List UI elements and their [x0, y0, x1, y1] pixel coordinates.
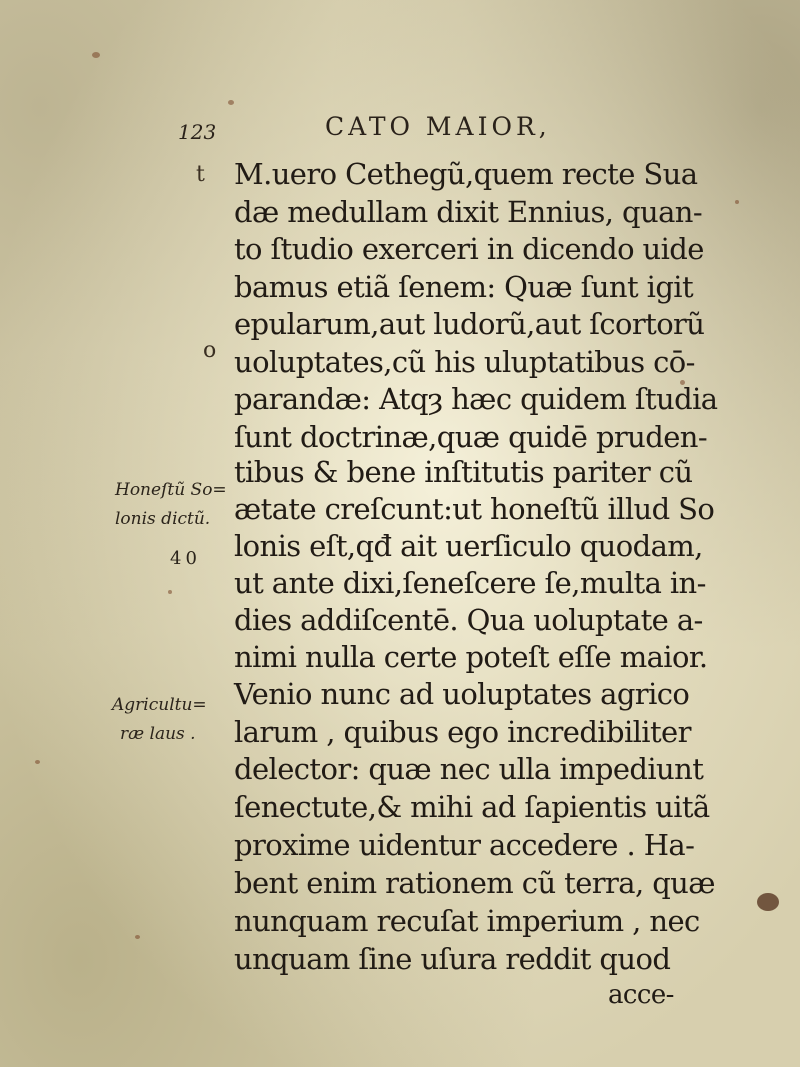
text-line: Venio nunc ad uoluptates agrico — [234, 677, 690, 711]
text-line: to ſtudio exerceri in dicendo uide — [234, 232, 704, 266]
text-line: ſunt doctrinæ,quæ quidē pruden- — [234, 420, 708, 454]
text-line: ut ante dixi,ſeneſcere ſe,multa in- — [234, 566, 706, 600]
section-number: 40 — [170, 548, 201, 569]
page-number: 123 — [178, 120, 217, 144]
text-line: tibus & bene inſtitutis pariter cũ — [234, 455, 693, 489]
catchword: acce- — [608, 980, 674, 1010]
text-line: ſenectute,& mihi ad ſapientis uitã — [234, 790, 710, 824]
text-line: dies addiſcentē. Qua uoluptate a- — [234, 603, 703, 637]
text-line: ætate creſcunt:ut honeſtũ illud So — [234, 492, 715, 526]
text-line: bent enim rationem cũ terra, quæ — [234, 866, 715, 900]
text-line: uoluptates,cũ his uluptatibus cō- — [234, 345, 695, 379]
text-line: proxime uidentur accedere . Ha- — [234, 828, 695, 862]
text-line: nimi nulla certe poteſt eſſe maior. — [234, 640, 708, 674]
text-line: bamus etiã ſenem: Quæ ſunt igit — [234, 270, 694, 304]
margin-mark: o — [203, 338, 217, 363]
running-title: CATO MAIOR, — [325, 112, 551, 141]
text-line: delector: quæ nec ulla impediunt — [234, 752, 704, 786]
text-line: larum , quibus ego incredibiliter — [234, 715, 691, 749]
margin-mark: t — [196, 162, 205, 187]
text-line: unquam ſine uſura reddit quod — [234, 942, 671, 976]
text-line: lonis eſt,qđ ait uerſiculo quodam, — [234, 529, 703, 563]
text-line: M.uero Cethegũ,quem recte Sua — [234, 157, 698, 191]
margin-note-honestum: lonis dictũ. — [115, 509, 211, 529]
text-line: dæ medullam dixit Ennius, quan- — [234, 195, 703, 229]
text-line: parandæ: Atqȝ hæc quidem ſtudia — [234, 382, 718, 416]
margin-note-agricultura: Agricultu= — [112, 695, 207, 715]
text-line: epularum,aut ludorũ,aut ſcortorũ — [234, 307, 705, 341]
text-line: nunquam recuſat imperium , nec — [234, 904, 700, 938]
margin-note-agricultura: ræ laus . — [120, 724, 196, 744]
margin-note-honestum: Honeſtũ So= — [115, 480, 227, 500]
